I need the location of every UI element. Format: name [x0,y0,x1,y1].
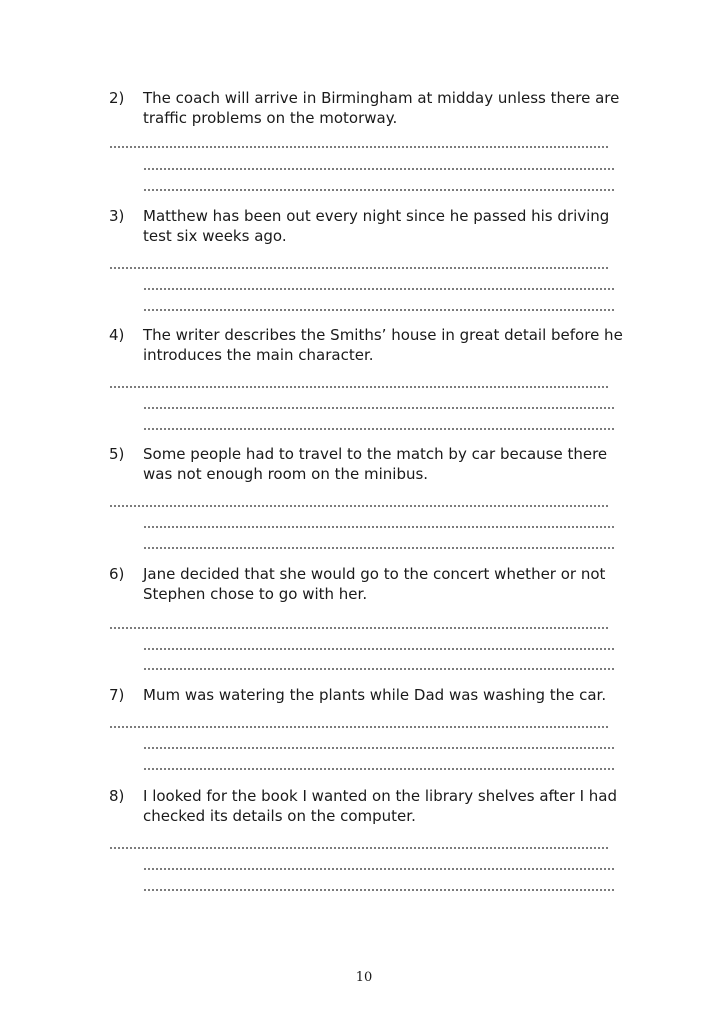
answer-line[interactable] [143,168,615,170]
answer-line[interactable] [143,428,615,430]
answer-line[interactable] [109,505,609,507]
question-text: The coach will arrive in Birmingham at midday unless there are traffic problems on the motorway. [143,89,620,127]
question-3 [109,206,625,246]
question-6 [109,564,625,604]
answer-line[interactable] [143,526,615,528]
answer-line[interactable] [143,407,615,409]
question-8 [109,786,625,826]
question-5 [109,444,625,484]
question-text: The writer describes the Smiths’ house in great detail before he introduces the main character. [143,326,623,364]
answer-line[interactable] [143,189,615,191]
question-number: 3) [109,207,125,225]
answer-line[interactable] [143,868,615,870]
question-text: Some people had to travel to the match by car because there was not enough room on the minibus. [143,445,608,483]
answer-line[interactable] [143,768,615,770]
question-text: I looked for the book I wanted on the library shelves after I had checked its details on the computer. [143,787,617,825]
answer-line[interactable] [143,747,615,749]
answer-line[interactable] [143,889,615,891]
answer-line[interactable] [109,627,609,629]
question-number: 6) [109,565,125,583]
question-7 [109,685,625,705]
answer-line[interactable] [109,146,609,148]
answer-line[interactable] [143,668,615,670]
question-4 [109,325,625,365]
answer-line[interactable] [143,547,615,549]
question-number: 5) [109,445,125,463]
question-number: 8) [109,787,125,805]
question-number: 7) [109,686,125,704]
question-number: 4) [109,326,125,344]
answer-line[interactable] [143,648,615,650]
question-2 [109,88,625,128]
answer-line[interactable] [109,267,609,269]
answer-line[interactable] [109,386,609,388]
answer-line[interactable] [109,847,609,849]
answer-line[interactable] [109,726,609,728]
answer-line[interactable] [143,309,615,311]
question-text: Mum was watering the plants while Dad was washing the car. [143,686,607,704]
page-number: 10 [355,970,373,985]
question-text: Matthew has been out every night since he passed his driving test six weeks ago. [143,207,610,245]
answer-line[interactable] [143,288,615,290]
question-text: Jane decided that she would go to the concert whether or not Stephen chose to go with her. [143,565,606,603]
question-number: 2) [109,89,125,107]
